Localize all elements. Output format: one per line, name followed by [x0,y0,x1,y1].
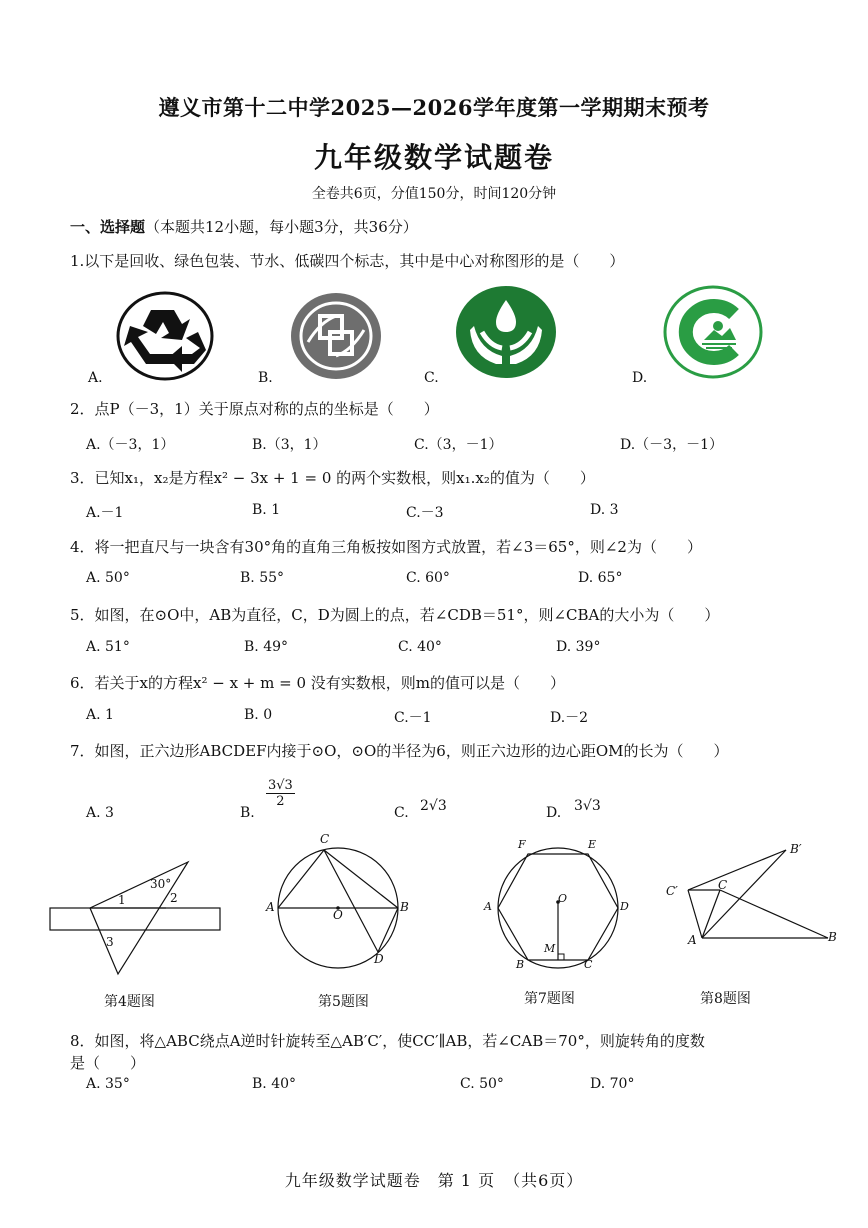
fig4-label-3: 3 [106,935,114,949]
question-8-line1: 8．如图，将△ABC绕点A逆时针旋转至△AB′C′，使CC′∥AB，若∠CAB＝70°，则旋转角的度数 [70,1032,705,1050]
q8-option-c: C. 50° [460,1076,504,1092]
figure-7-diagram [496,846,620,970]
q5-option-b: B. 49° [244,639,289,655]
q8-option-a: A. 35° [86,1076,130,1092]
exam-info: 全卷共6页，分值150分，时间120分钟 [311,186,557,202]
q2-option-c: C.（3，－1） [414,437,503,453]
fig5-label-d: D [374,952,384,966]
fig4-label-30: 30° [150,877,172,891]
q2-option-d: D.（－3，－1） [620,437,723,453]
section-heading [70,216,418,237]
q4-option-b: B. 55° [240,570,285,586]
fig7-label-m: M [544,942,556,955]
q2-option-a: A.（－3，1） [86,437,175,453]
q1-option-d: D. [632,370,648,386]
question-4: 4．将一把直尺与一块含有30°角的直角三角板按如图方式放置，若∠3＝65°，则∠2为（ ） [70,538,702,556]
q7-option-c-value: 2√3 [420,798,447,814]
question-2: 2．点P（－3，1）关于原点对称的点的坐标是（ ） [70,400,439,418]
q7-option-b-fraction [266,778,295,809]
fig7-label-f: F [518,838,526,851]
q7-option-c: C. [394,805,409,821]
fig4-caption: 第4题图 [104,994,155,1010]
question-5: 5．如图，在⊙O中，AB为直径，C，D为圆上的点，若∠CDB＝51°，则∠CBA的大小为（ ） [70,606,720,624]
q7-option-d: D. [546,805,562,821]
green-package-icon [290,292,382,380]
q3-option-a: A.－1 [86,505,124,521]
fig5-label-c: C [320,832,330,846]
fig4-label-1: 1 [118,893,126,907]
exam-title: 遵义市第十二中学2025—2026学年度第一学期期末预考 [158,95,710,120]
q4-option-a: A. 50° [86,570,130,586]
fig4-label-2: 2 [170,891,178,905]
q8-option-d: D. 70° [590,1076,635,1092]
q1-option-c: C. [424,370,439,386]
q5-option-d: D. 39° [556,639,601,655]
q7-option-a: A. 3 [86,805,114,821]
figure-4-diagram [48,858,224,978]
q1-option-a: A. [88,370,103,386]
q6-option-b: B. 0 [244,707,273,723]
q6-option-d: D.－2 [550,710,589,726]
question-3: 3．已知x₁，x₂是方程x² − 3x + 1 = 0 的两个实数根，则x₁.x₂的值为（ ） [70,469,595,487]
low-carbon-icon [664,286,762,378]
q7-option-b: B. [240,805,255,821]
section-name: 一、选择题 [70,218,146,236]
water-saving-icon [456,286,556,378]
fig7-label-d: D [620,900,629,913]
fig7-label-a: A [484,900,492,913]
fig8-label-c: C [718,878,728,892]
page-footer: 九年级数学试题卷 第 1 页 （共6页） [284,1171,584,1190]
fig7-label-b: B [516,958,525,971]
fig7-label-e: E [588,838,597,851]
question-7: 7．如图，正六边形ABCDEF内接于⊙O，⊙O的半径为6，则正六边形的边心距OM的长为（ ） [70,742,729,760]
question-6: 6．若关于x的方程x² − x + m = 0 没有实数根，则m的值可以是（ ） [70,674,566,692]
fig5-label-o: O [333,908,343,922]
fig8-label-a: A [688,933,697,947]
fig7-label-c: C [584,958,593,971]
q3-option-d: D. 3 [590,502,619,518]
fraction-denominator: 2 [276,794,285,809]
exam-subtitle: 九年级数学试题卷 [313,141,554,174]
fig5-label-b: B [400,900,409,914]
q4-option-d: D. 65° [578,570,623,586]
q6-option-a: A. 1 [86,707,114,723]
section-note: （本题共12小题，每小题3分，共36分） [145,218,418,236]
q4-option-c: C. 60° [406,570,450,586]
question-8-line2: 是（ ） [70,1054,146,1072]
fig7-caption: 第7题图 [524,991,575,1007]
fig8-label-b-prime: B′ [790,842,802,856]
fig5-caption: 第5题图 [318,994,369,1010]
q5-option-a: A. 51° [86,639,130,655]
fig8-caption: 第8题图 [700,991,751,1007]
q5-option-c: C. 40° [398,639,442,655]
figure-8-diagram [680,846,830,946]
fig8-label-b: B [828,930,837,944]
q1-option-b: B. [258,370,273,386]
q3-option-c: C.－3 [406,505,444,521]
q3-option-b: B. 1 [252,502,281,518]
q2-option-b: B.（3，1） [252,437,327,453]
q7-option-d-value: 3√3 [574,798,601,814]
fig5-label-a: A [266,900,275,914]
question-1: 1.以下是回收、绿色包装、节水、低碳四个标志，其中是中心对称图形的是（ ） [70,252,625,270]
fig7-label-o: O [558,892,568,905]
fraction-numerator: 3√3 [268,778,293,793]
recycle-icon [116,292,214,380]
fig8-label-c-prime: C′ [666,884,678,898]
q6-option-c: C.－1 [394,710,432,726]
q8-option-b: B. 40° [252,1076,297,1092]
